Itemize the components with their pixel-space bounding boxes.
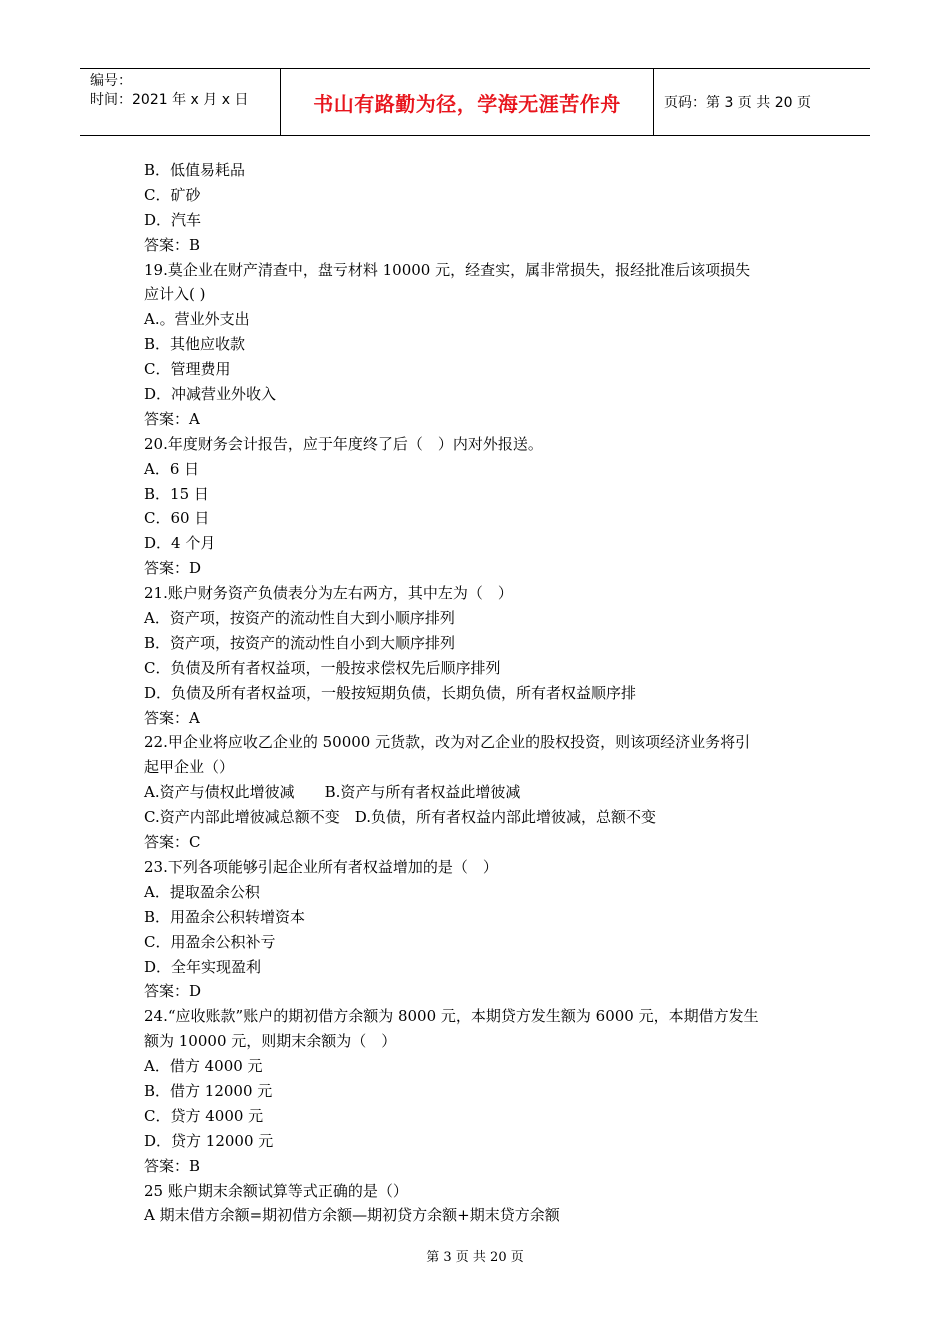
- text-line: 答案：D: [144, 559, 202, 578]
- text-line: D．汽车: [144, 210, 202, 229]
- text-line: D．全年实现盈利: [144, 957, 262, 976]
- page-footer: [0, 1246, 950, 1265]
- text-line: B．15 日: [144, 484, 209, 503]
- text-line: C．60 日: [144, 509, 210, 528]
- text-line: 答案：A: [144, 409, 200, 428]
- text-line: A.资产与债权此增彼减 B.资产与所有者权益此增彼减: [144, 783, 521, 802]
- text-line: 20.年度财务会计报告，应于年度终了后（ ）内对外报送。: [144, 434, 543, 453]
- text-line: D．贷方 12000 元: [144, 1131, 274, 1150]
- header-page-info: 页码：第 3 页 共 20 页: [664, 95, 811, 111]
- text-line: A．提取盈余公积: [144, 882, 260, 901]
- text-line: 25 账户期末余额试算等式正确的是（）: [144, 1181, 408, 1200]
- text-line: A.。营业外支出: [144, 310, 250, 329]
- serial-label: 编号：: [90, 73, 132, 89]
- text-line: 24.“应收账款”账户的期初借方余额为 8000 元，本期贷方发生额为 6000 元，本期借方发生: [144, 1007, 759, 1026]
- header-motto: 书山有路勤为径，学海无涯苦作舟: [313, 91, 621, 116]
- page-header: [80, 68, 870, 136]
- text-line: B．低值易耗品: [144, 161, 246, 179]
- text-line: C．贷方 4000 元: [144, 1106, 264, 1125]
- text-line: D．4 个月: [144, 534, 216, 553]
- text-line: 19.莫企业在财产清查中，盘亏材料 10000 元，经查实，属非常损失，报经批准后该项损失: [144, 260, 751, 279]
- text-line: 答案：C: [144, 833, 201, 852]
- text-line: A．资产项，按资产的流动性自大到小顺序排列: [144, 609, 455, 628]
- text-line: 应计入( ): [144, 285, 206, 304]
- text-line: A 期末借方余额=期初借方余额—期初贷方余额+期末贷方余额: [144, 1206, 560, 1225]
- text-line: 答案：D: [144, 982, 202, 1001]
- text-line: B．借方 12000 元: [144, 1081, 273, 1100]
- text-line: B．用盈余公积转增资本: [144, 907, 306, 926]
- header-meta: [80, 69, 281, 135]
- text-line: 答案：A: [144, 708, 200, 727]
- text-line: 22.甲企业将应收乙企业的 50000 元货款，改为对乙企业的股权投资，则该项经济业务将引: [144, 733, 751, 752]
- text-line: C．用盈余公积补亏: [144, 932, 276, 951]
- text-line: D．冲减营业外收入: [144, 385, 277, 404]
- text-line: A．借方 4000 元: [144, 1057, 263, 1076]
- text-line: C．管理费用: [144, 360, 231, 379]
- footer-page-number: 第 3 页 共 20 页: [426, 1250, 524, 1265]
- text-line: 23.下列各项能够引起企业所有者权益增加的是（ ）: [144, 857, 498, 876]
- time-label: 时间：2021 年 x 月 x 日: [90, 92, 249, 108]
- text-line: B．其他应收款: [144, 335, 246, 354]
- text-line: 答案：B: [144, 1156, 201, 1175]
- header-motto-cell: [281, 69, 654, 135]
- text-line: C.资产内部此增彼减总额不变 D.负债，所有者权益内部此增彼减，总额不变: [144, 808, 656, 827]
- text-line: C．矿砂: [144, 185, 201, 204]
- text-line: 21.账户财务资产负债表分为左右两方，其中左为（ ）: [144, 584, 513, 603]
- header-page-info-cell: [654, 69, 870, 135]
- document-body: [144, 158, 814, 1228]
- text-line: 额为 10000 元，则期末余额为（ ）: [144, 1032, 397, 1051]
- text-line: C．负债及所有者权益项，一般按求偿权先后顺序排列: [144, 658, 501, 677]
- text-line: B．资产项，按资产的流动性自小到大顺序排列: [144, 633, 456, 652]
- text-line: 起甲企业（）: [144, 758, 235, 777]
- text-line: 答案：B: [144, 235, 201, 254]
- text-line: A．6 日: [144, 459, 200, 478]
- text-line: D．负债及所有者权益项，一般按短期负债，长期负债，所有者权益顺序排: [144, 683, 637, 702]
